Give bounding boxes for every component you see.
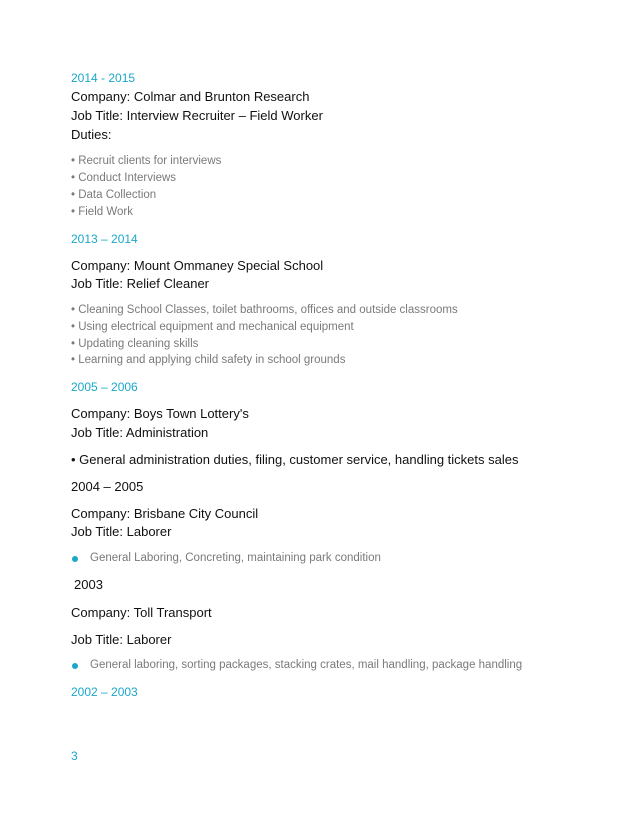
bullet-dot-icon (72, 556, 78, 562)
entry-1-date: 2014 - 2015 (71, 71, 136, 85)
entry-6-date: 2002 – 2003 (71, 685, 138, 699)
entry-2-job-title: Job Title: Relief Cleaner (71, 276, 210, 291)
entry-5-company: Company: Toll Transport (71, 605, 212, 620)
entry-1-bullet-1: • Recruit clients for interviews (71, 155, 222, 167)
bullet-dot-icon (72, 663, 78, 669)
entry-1-company: Company: Colmar and Brunton Research (71, 89, 310, 104)
entry-2-bullet-1: • Cleaning School Classes, toilet bathrooms, offices and outside classrooms (71, 304, 458, 316)
entry-1-bullet-2: • Conduct Interviews (71, 172, 177, 184)
entry-3-company: Company: Boys Town Lottery's (71, 406, 249, 421)
entry-2-bullet-4: • Learning and applying child safety in school grounds (71, 354, 346, 366)
entry-4-job-title: Job Title: Laborer (71, 524, 172, 539)
entry-1-duties-label: Duties: (71, 127, 112, 142)
entry-2-bullet-3: • Updating cleaning skills (71, 338, 199, 350)
entry-4-company: Company: Brisbane City Council (71, 506, 259, 521)
entry-2-date: 2013 – 2014 (71, 232, 138, 246)
entry-1-job-title: Job Title: Interview Recruiter – Field Worker (71, 108, 323, 123)
entry-1-bullet-3: • Data Collection (71, 189, 157, 201)
entry-4-bullet-1-text: General Laboring, Concreting, maintaining park condition (90, 552, 381, 564)
entry-1-bullet-4: • Field Work (71, 206, 133, 218)
entry-5-bullet-1-text: General laboring, sorting packages, stacking crates, mail handling, package handling (90, 659, 523, 671)
entry-2-bullet-2: • Using electrical equipment and mechanical equipment (71, 321, 354, 333)
entry-3-date: 2005 – 2006 (71, 380, 138, 394)
entry-3-bullet-1: • General administration duties, filing, customer service, handling tickets sales (71, 452, 519, 467)
entry-5-job-title: Job Title: Laborer (71, 632, 172, 647)
entry-5-date: 2003 (74, 577, 103, 592)
entry-3-job-title: Job Title: Administration (71, 425, 209, 440)
entry-4-date: 2004 – 2005 (71, 479, 144, 494)
page-number: 3 (71, 749, 78, 763)
entry-2-company: Company: Mount Ommaney Special School (71, 258, 324, 273)
